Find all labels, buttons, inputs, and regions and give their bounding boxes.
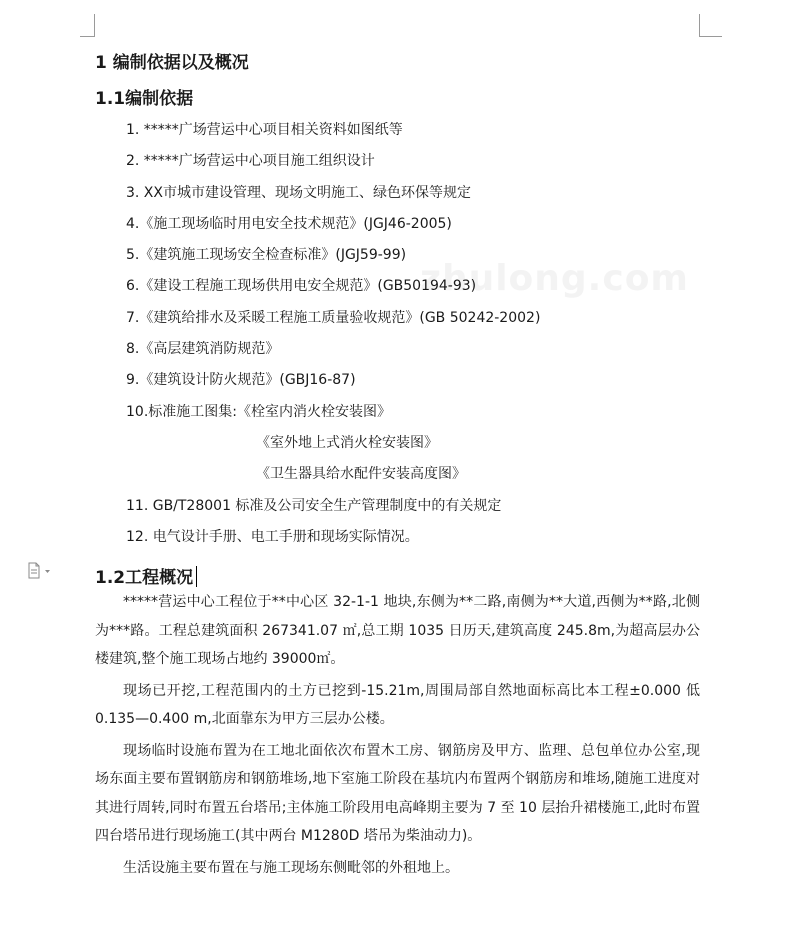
text-cursor	[196, 566, 197, 587]
list-item: 4.《施工现场临时用电安全技术规范》(JGJ46-2005)	[126, 215, 452, 232]
heading-basis: 1.1编制依据	[95, 89, 194, 109]
paragraph: 生活设施主要布置在与施工现场东侧毗邻的外租地上。	[123, 859, 459, 876]
list-item: 7.《建筑给排水及采暖工程施工质量验收规范》(GB 50242-2002)	[126, 309, 541, 326]
page-margin-corner-top-left	[80, 14, 95, 37]
navigation-document-icon[interactable]	[26, 562, 54, 580]
overview-body	[95, 588, 700, 885]
list-item: 《室外地上式消火栓安装图》	[256, 434, 438, 451]
list-item: 11. GB/T28001 标准及公司安全生产管理制度中的有关规定	[126, 497, 502, 514]
paragraph: 现场临时设施布置为在工地北面依次布置木工房、钢筋房及甲方、监理、总包单位办公室,现场东面主要布置钢筋房和钢筋堆场,地下室施工阶段在基坑内布置两个钢筋房和堆场,随施工进度对其进行周转,同时布置五台塔吊;主体施工阶段用电高峰期主要为 7 至 10 层抬升裙楼施工,此时布置四台塔吊进行现场施工(其中两台 M1280D 塔吊为柴油动力)。	[95, 742, 700, 844]
list-item: 9.《建筑设计防火规范》(GBJ16-87)	[126, 372, 356, 389]
paragraph: 现场已开挖,工程范围内的土方已挖到-15.21m,周围局部自然地面标高比本工程±0.000 低 0.135—0.400 m,北面靠东为甲方三层办公楼。	[95, 682, 700, 727]
basis-list	[126, 118, 540, 556]
page-margin-corner-top-right	[699, 14, 722, 37]
list-item: 10.标准施工图集:《栓室内消火栓安装图》	[126, 403, 391, 420]
heading-overview	[95, 563, 197, 588]
list-item: 1. *****广场营运中心项目相关资料如图纸等	[126, 122, 403, 138]
heading-overview-text: 1.2工程概况	[95, 568, 194, 588]
list-item: 3. XX市城市建设管理、现场文明施工、绿色环保等规定	[126, 184, 471, 201]
list-item: 2. *****广场营运中心项目施工组织设计	[126, 153, 375, 170]
paragraph: *****营运中心工程位于**中心区 32-1-1 地块,东侧为**二路,南侧为**大道,西侧为**路,北侧为***路。工程总建筑面积 267341.07 ㎡,总工期 1035 日历天,建筑高度 245.8m,为超高层办公楼建筑,整个施工现场占地约 39000㎡。	[95, 594, 700, 667]
list-item: 6.《建设工程施工现场供用电安全规范》(GB50194-93)	[126, 278, 477, 295]
list-item: 8.《高层建筑消防规范》	[126, 341, 280, 358]
list-item: 5.《建筑施工现场安全检查标准》(JGJ59-99)	[126, 247, 407, 264]
heading-main: 1 编制依据以及概况	[95, 53, 249, 73]
watermark: zhulong.com	[420, 258, 689, 299]
list-item: 12. 电气设计手册、电工手册和现场实际情况。	[126, 528, 419, 545]
list-item: 《卫生器具给水配件安装高度图》	[256, 466, 466, 483]
